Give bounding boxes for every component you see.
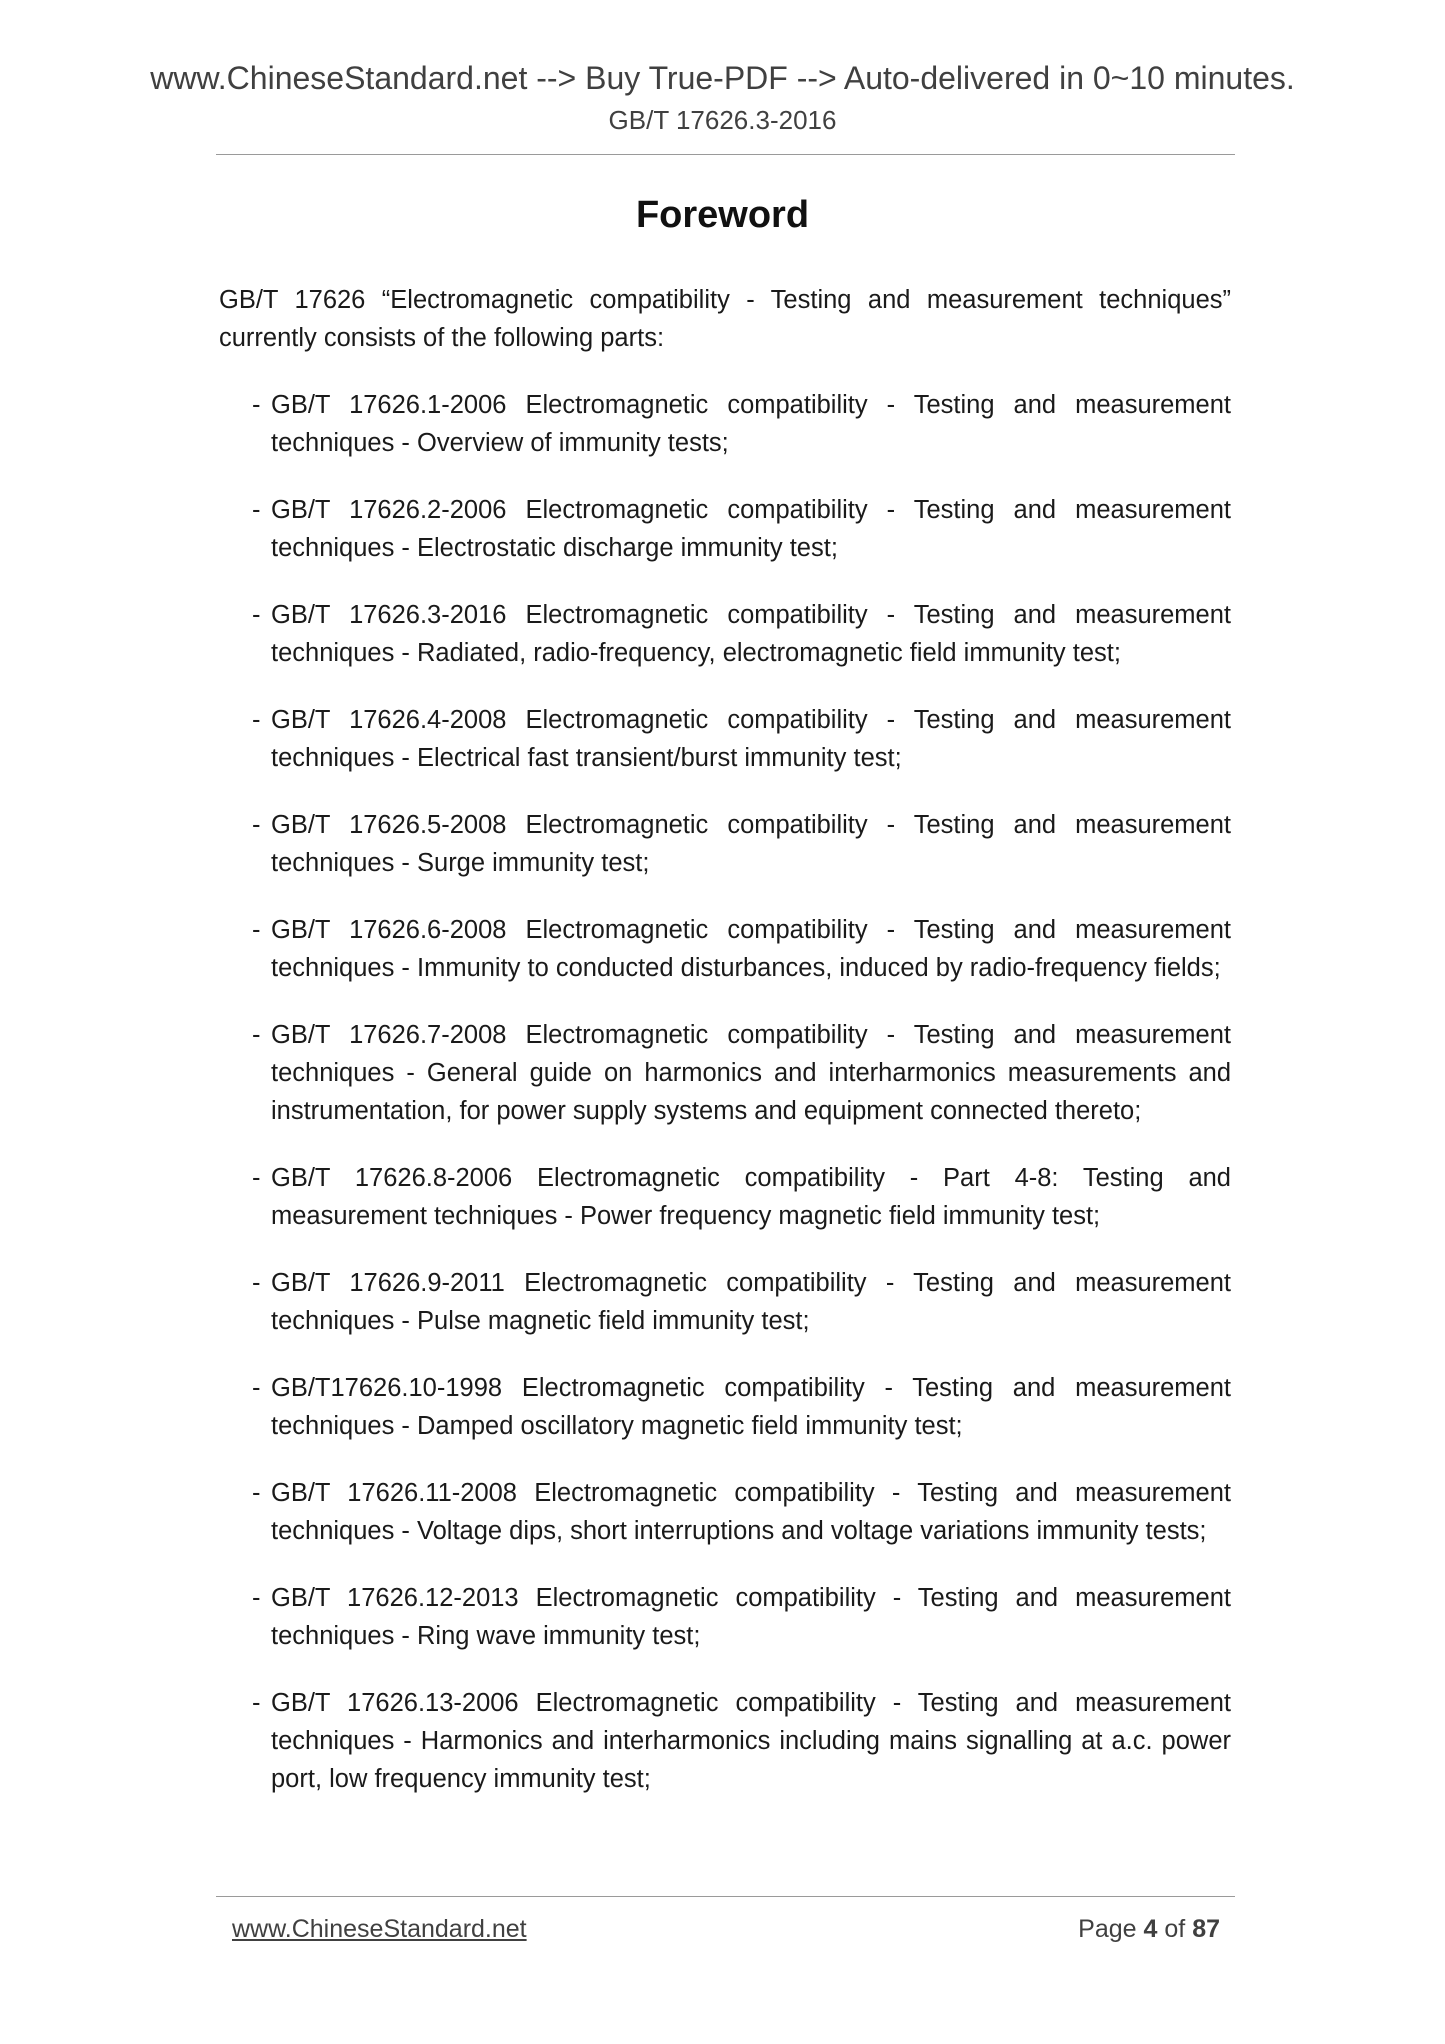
list-dash: - [252,916,261,944]
list-item [219,911,1231,987]
list-item [219,1159,1231,1235]
list-dash: - [252,1269,261,1297]
footer-divider [216,1896,1235,1897]
list-dash: - [252,706,261,734]
parts-list [219,386,1231,1798]
list-item-text: GB/T 17626.8-2006 Electromagnetic compatibility - Part 4-8: Testing and measurement techniques - Power frequency magnetic field immunity test; [271,1164,1231,1230]
list-item-text: GB/T 17626.9-2011 Electromagnetic compatibility - Testing and measurement techniques - Pulse magnetic field immunity test; [271,1269,1231,1335]
list-item [219,1684,1231,1798]
list-dash: - [252,1584,261,1612]
list-dash: - [252,1479,261,1507]
list-item [219,596,1231,672]
current-page: 4 [1143,1915,1158,1943]
list-item [219,386,1231,462]
page-title: Foreword [635,194,810,236]
header-divider [216,154,1235,155]
list-item-text: GB/T 17626.2-2006 Electromagnetic compatibility - Testing and measurement techniques - Electrostatic discharge immunity test; [271,496,1231,562]
page-label: Page [1078,1915,1137,1943]
list-item-text: GB/T17626.10-1998 Electromagnetic compatibility - Testing and measurement techniques - Damped oscillatory magnetic field immunity test; [271,1374,1231,1440]
list-dash: - [252,1374,261,1402]
list-item-text: GB/T 17626.11-2008 Electromagnetic compatibility - Testing and measurement techniques - Voltage dips, short interruptions and voltage variations immunity tests; [271,1479,1231,1545]
list-item-text: GB/T 17626.13-2006 Electromagnetic compatibility - Testing and measurement techniques - Harmonics and interharmonics including mains signalling at a.c. power port, low frequency immunity test; [271,1689,1231,1793]
list-dash: - [252,601,261,629]
page-of-label: of [1164,1915,1186,1943]
footer-website-link[interactable]: www.ChineseStandard.net [232,1915,527,1943]
list-dash: - [252,811,261,839]
list-item-text: GB/T 17626.3-2016 Electromagnetic compatibility - Testing and measurement techniques - Radiated, radio-frequency, electromagnetic field immunity test; [271,601,1231,667]
list-dash: - [252,496,261,524]
document-body [219,281,1231,1827]
list-item-text: GB/T 17626.6-2008 Electromagnetic compatibility - Testing and measurement techniques - Immunity to conducted disturbances, induced by radio-frequency fields; [271,916,1231,982]
document-code: GB/T 17626.3-2016 [608,105,837,135]
list-item-text: GB/T 17626.5-2008 Electromagnetic compatibility - Testing and measurement techniques - Surge immunity test; [271,811,1231,877]
list-item-text: GB/T 17626.7-2008 Electromagnetic compatibility - Testing and measurement techniques - General guide on harmonics and interharmonics measurements and instrumentation, for power supply systems and equipment connected thereto; [271,1021,1231,1125]
list-item [219,806,1231,882]
list-item [219,701,1231,777]
list-item-text: GB/T 17626.12-2013 Electromagnetic compatibility - Testing and measurement techniques - Ring wave immunity test; [271,1584,1231,1650]
list-dash: - [252,1164,261,1192]
list-dash: - [252,1021,261,1049]
list-item [219,1016,1231,1130]
list-item [219,1264,1231,1340]
list-item [219,1369,1231,1445]
list-dash: - [252,1689,261,1717]
page-number [1078,1912,1220,1946]
total-pages: 87 [1192,1915,1220,1943]
header-banner: www.ChineseStandard.net --> Buy True-PDF --> Auto-delivered in 0~10 minutes. [150,60,1295,96]
intro-paragraph: GB/T 17626 “Electromagnetic compatibility - Testing and measurement techniques” currently consists of the following parts: [219,286,1231,352]
list-item-text: GB/T 17626.1-2006 Electromagnetic compatibility - Testing and measurement techniques - Overview of immunity tests; [271,391,1231,457]
list-item [219,1579,1231,1655]
list-item [219,1474,1231,1550]
list-item [219,491,1231,567]
list-item-text: GB/T 17626.4-2008 Electromagnetic compatibility - Testing and measurement techniques - Electrical fast transient/burst immunity test; [271,706,1231,772]
list-dash: - [252,391,261,419]
